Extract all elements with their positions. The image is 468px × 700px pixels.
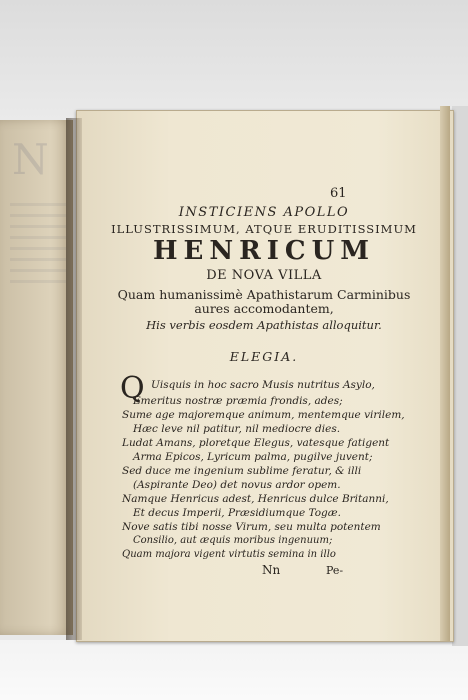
poem-line: Et decus Imperii, Præsidiumque Togæ. — [133, 507, 341, 519]
poem-line: Consilio, aut æquis moribus ingenuum; — [133, 535, 333, 546]
poem-line: Quam majora vigent virtutis semina in illo — [122, 549, 336, 560]
left-page-bleed-lines — [10, 195, 66, 291]
title-line-7: His verbis eosdem Apathistas alloquitur. — [146, 318, 382, 332]
title-line-4: DE NOVA VILLA — [206, 268, 322, 283]
poem-line: Sed duce me ingenium sublime feratur, & illi — [122, 465, 362, 477]
book-spine-shadow — [66, 118, 82, 640]
poem-line: Hæc leve nil patitur, nil mediocre dies. — [133, 423, 341, 435]
drop-cap: Q — [120, 371, 145, 406]
title-line-5: Quam humanissimè Apathistarum Carminibus — [117, 287, 411, 302]
title-name: HENRICUM — [152, 236, 376, 266]
page-edge-stack — [440, 106, 450, 641]
background-right-strip — [452, 106, 468, 646]
section-heading: ELEGIA. — [229, 349, 299, 364]
poem-line: Arma Epicos, Lyricum palma, pugilve juvent; — [133, 451, 373, 463]
poem-line: Emeritus nostræ præmia frondis, ades; — [133, 395, 343, 407]
signature-mark: Nn — [262, 563, 281, 577]
left-page-bleed-letter: N — [12, 135, 51, 184]
poem-line: (Aspirante Deo) det novus ardor opem. — [133, 479, 341, 491]
poem-line: Sume age majoremque animum, mentemque virilem, — [122, 409, 405, 421]
poem-line: Namque Henricus adest, Henricus dulce Britanni, — [122, 493, 389, 505]
title-line-2: ILLUSTRISSIMUM, ATQUE ERUDITISSIMUM — [111, 222, 417, 236]
page-number: 61 — [330, 186, 347, 201]
poem-line: Uisquis in hoc sacro Musis nutritus Asylo, — [151, 379, 375, 391]
poem-line: Nove satis tibi nosse Virum, seu multa potentem — [122, 521, 381, 533]
title-line-6: aures accomodantem, — [194, 301, 334, 316]
title-line-1: INSTICIENS APOLLO — [178, 205, 350, 220]
background-bottom — [0, 640, 468, 700]
poem-line: Ludat Amans, ploretque Elegus, vatesque fatigent — [122, 437, 390, 449]
catchword: Pe- — [326, 564, 344, 577]
